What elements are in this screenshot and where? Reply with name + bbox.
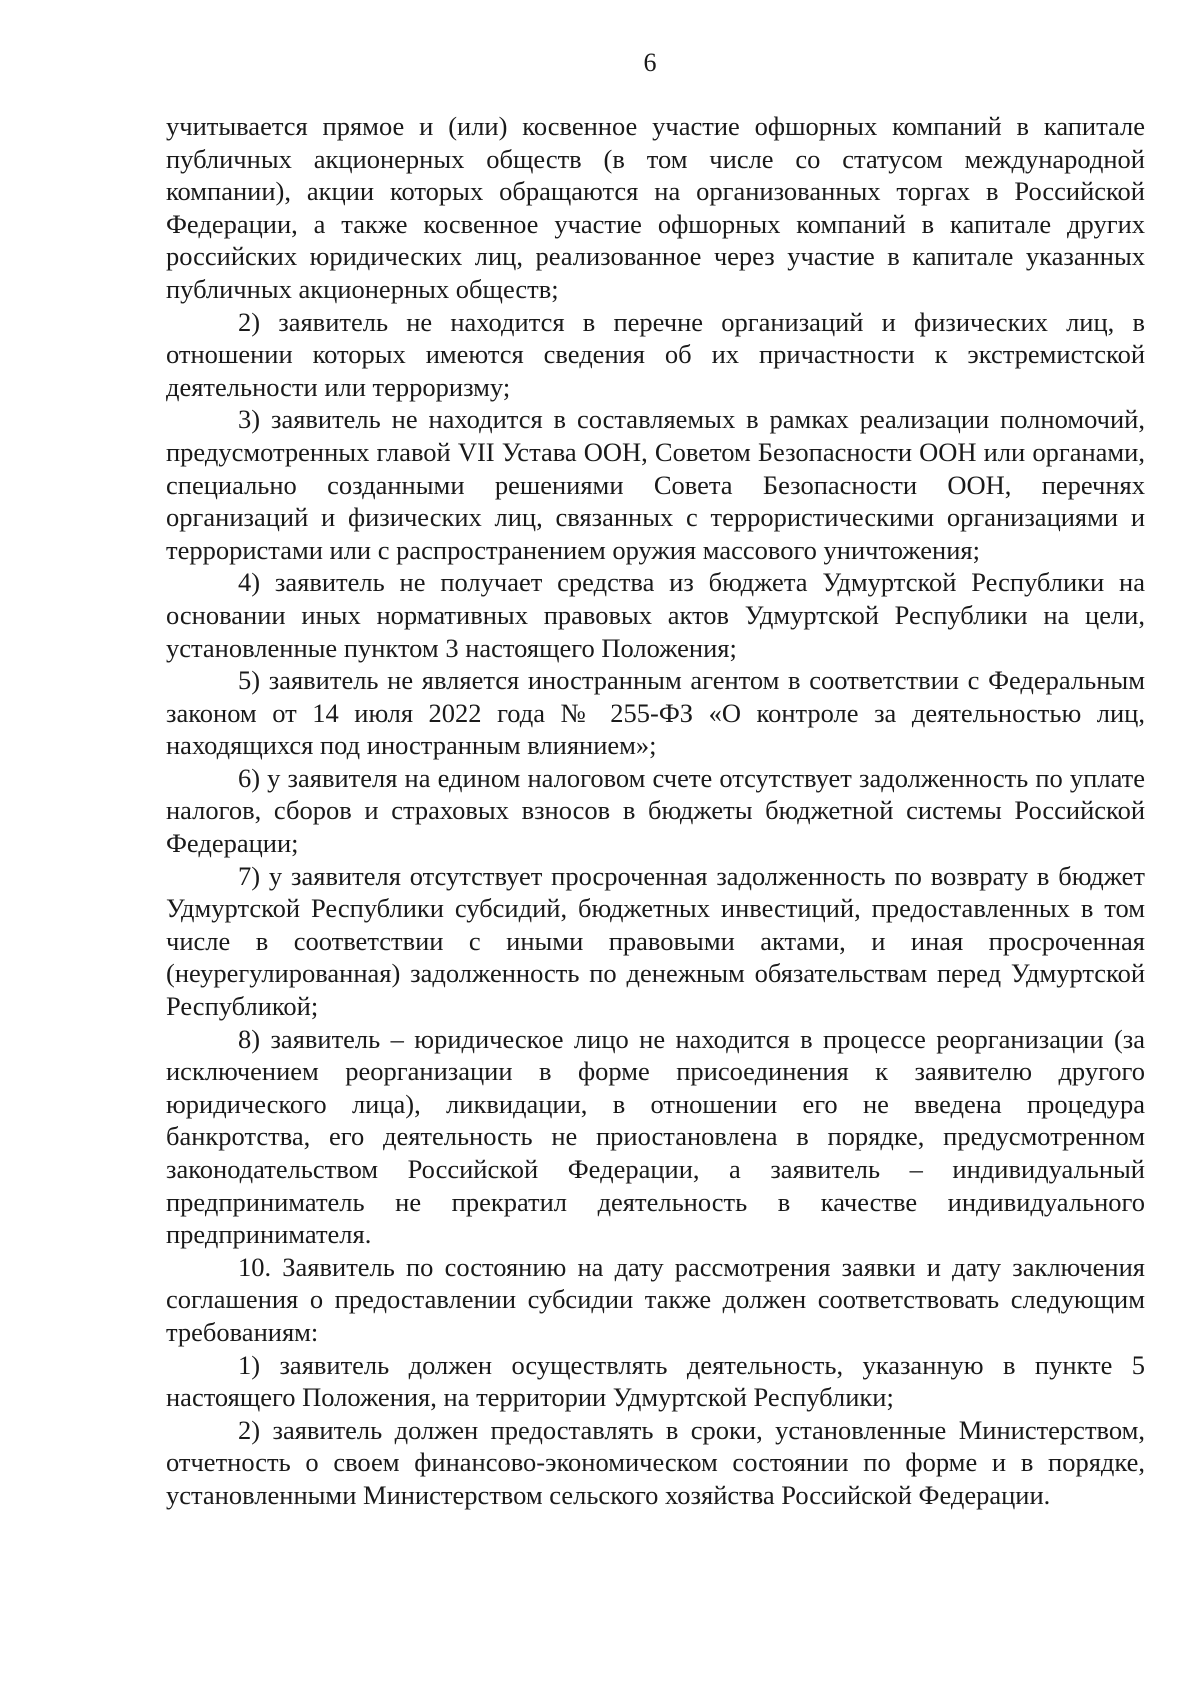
- page-number: 6: [643, 48, 657, 77]
- paragraph-item-4: 4) заявитель не получает средства из бюджета Удмуртской Республики на основании иных нормативных правовых актов Удмуртской Республики на цели, установленные пунктом 3 настоящего Положения;: [166, 567, 1145, 663]
- paragraph-clause-10: 10. Заявитель по состоянию на дату рассмотрения заявки и дату заключения соглашения о предоставлении субсидии также должен соответствовать следующим требованиям:: [166, 1251, 1145, 1347]
- paragraph-item-3: 3) заявитель не находится в составляемых в рамках реализации полномочий, предусмотренных главой VII Устава ООН, Советом Безопасности ООН или органами, специально созданными решениями Совета Безопасности ООН, перечнях организаций и физических лиц, связанных с террористическими организациями и террористами или с распространением оружия массового уничтожения;: [166, 404, 1145, 565]
- document-body: [166, 110, 1145, 1512]
- paragraph-item-8: 8) заявитель – юридическое лицо не находится в процессе реорганизации (за исключением реорганизации в форме присоединения к заявителю другого юридического лица), ликвидации, в отношении его не введена процедура банкротства, его деятельность не приостановлена в порядке, предусмотренном законодательством Российской Федерации, а заявитель – индивидуальный предприниматель не прекратил деятельность в качестве индивидуального предпринимателя.: [166, 1023, 1145, 1250]
- paragraph-clause-10-item-1: 1) заявитель должен осуществлять деятельность, указанную в пункте 5 настоящего Положения, на территории Удмуртской Республики;: [166, 1349, 1145, 1413]
- paragraph-item-5: 5) заявитель не является иностранным агентом в соответствии с Федеральным законом от 14 июля 2022 года № 255-ФЗ «О контроле за деятельностью лиц, находящихся под иностранным влиянием»;: [166, 665, 1145, 761]
- paragraph-item-2: 2) заявитель не находится в перечне организаций и физических лиц, в отношении которых имеются сведения об их причастности к экстремистской деятельности или терроризму;: [166, 306, 1145, 402]
- paragraph-continuation: учитывается прямое и (или) косвенное участие офшорных компаний в капитале публичных акционерных обществ (в том числе со статусом международной компании), акции которых обращаются на организованных торгах в Российской Федерации, а также косвенное участие офшорных компаний в капитале других российских юридических лиц, реализованное через участие в капитале указанных публичных акционерных обществ;: [166, 111, 1145, 304]
- paragraph-item-7: 7) у заявителя отсутствует просроченная задолженность по возврату в бюджет Удмуртской Республики субсидий, бюджетных инвестиций, предоставленных в том числе в соответствии с иными правовыми актами, и иная просроченная (неурегулированная) задолженность по денежным обязательствам перед Удмуртской Республикой;: [166, 860, 1145, 1022]
- paragraph-item-6: 6) у заявителя на едином налоговом счете отсутствует задолженность по уплате налогов, сборов и страховых взносов в бюджеты бюджетной системы Российской Федерации;: [166, 762, 1145, 859]
- paragraph-clause-10-item-2: 2) заявитель должен предоставлять в сроки, установленные Министерством, отчетность о своем финансово-экономическом состоянии по форме и в порядке, установленными Министерством сельского хозяйства Российской Федерации.: [166, 1414, 1145, 1510]
